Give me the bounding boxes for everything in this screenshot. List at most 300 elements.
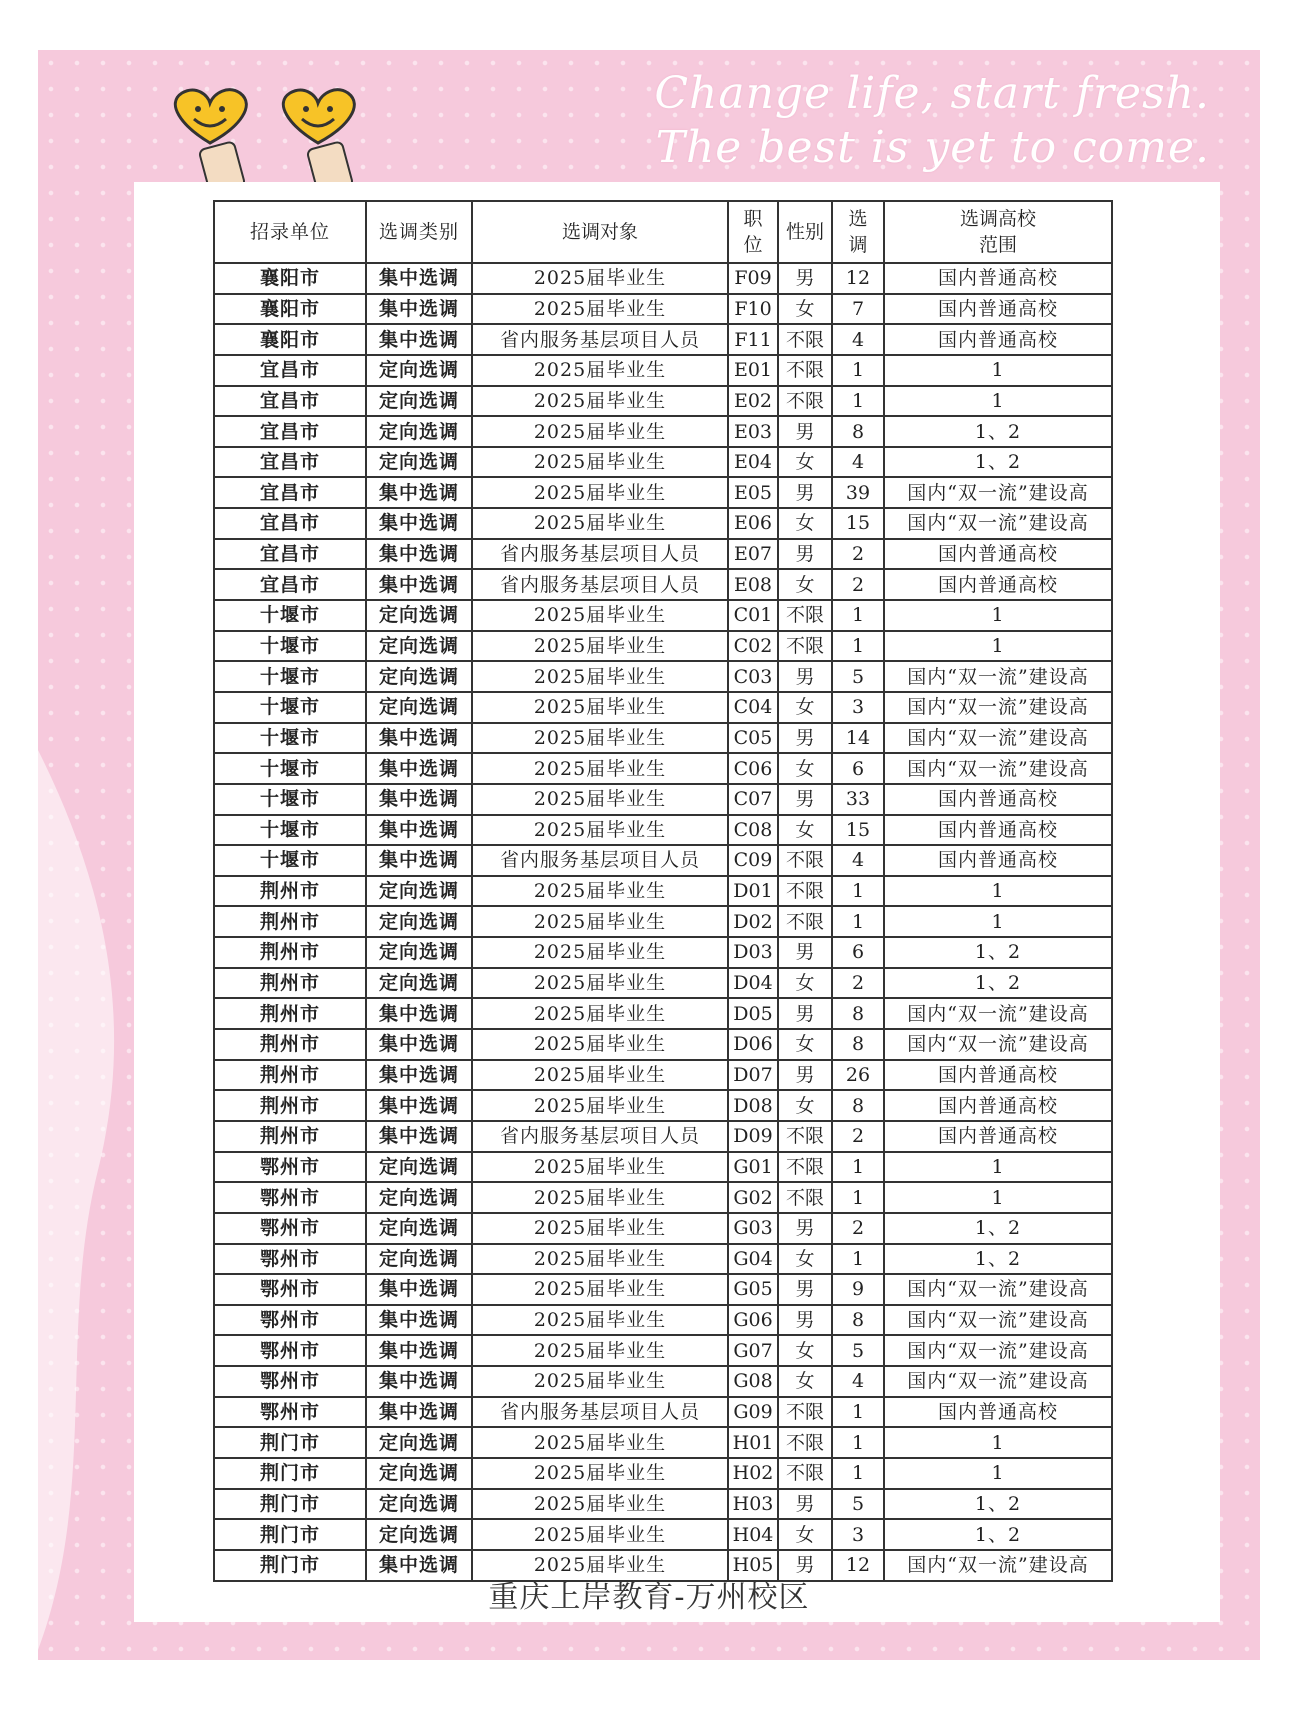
table-row bbox=[214, 1121, 1112, 1152]
table-row bbox=[214, 998, 1112, 1029]
cell-position: D09 bbox=[728, 1121, 778, 1152]
cell-target: 2025届毕业生 bbox=[472, 1213, 728, 1244]
cell-position: E02 bbox=[728, 386, 778, 417]
cell-scope: 1 bbox=[884, 876, 1112, 907]
cell-scope: 1 bbox=[884, 1152, 1112, 1183]
cell-count: 2 bbox=[832, 968, 884, 999]
cell-unit: 十堰市 bbox=[214, 815, 366, 846]
cell-gender: 女 bbox=[778, 294, 832, 325]
cell-target: 2025届毕业生 bbox=[472, 1090, 728, 1121]
table-row bbox=[214, 1182, 1112, 1213]
cell-gender: 不限 bbox=[778, 631, 832, 662]
cell-unit: 荆州市 bbox=[214, 876, 366, 907]
cell-scope: 1 bbox=[884, 600, 1112, 631]
cell-count: 1 bbox=[832, 600, 884, 631]
cell-category: 定向选调 bbox=[366, 1244, 472, 1275]
table-row bbox=[214, 723, 1112, 754]
cell-gender: 男 bbox=[778, 416, 832, 447]
cell-position: G08 bbox=[728, 1366, 778, 1397]
cell-position: C01 bbox=[728, 600, 778, 631]
cell-category: 定向选调 bbox=[366, 1427, 472, 1458]
recruitment-table bbox=[213, 200, 1113, 1582]
table-row bbox=[214, 1060, 1112, 1091]
cell-count: 15 bbox=[832, 815, 884, 846]
cell-target: 2025届毕业生 bbox=[472, 937, 728, 968]
cell-count: 4 bbox=[832, 447, 884, 478]
cell-gender: 男 bbox=[778, 784, 832, 815]
cell-scope: 国内“双一流”建设高 bbox=[884, 477, 1112, 508]
cell-unit: 宜昌市 bbox=[214, 386, 366, 417]
cell-position: G02 bbox=[728, 1182, 778, 1213]
cell-scope: 国内“双一流”建设高 bbox=[884, 1335, 1112, 1366]
cell-gender: 男 bbox=[778, 1274, 832, 1305]
cell-count: 1 bbox=[832, 876, 884, 907]
cell-count: 6 bbox=[832, 753, 884, 784]
cell-target: 省内服务基层项目人员 bbox=[472, 1121, 728, 1152]
header-row bbox=[214, 201, 1112, 263]
cell-category: 集中选调 bbox=[366, 1090, 472, 1121]
cell-unit: 荆门市 bbox=[214, 1489, 366, 1520]
cell-count: 8 bbox=[832, 1029, 884, 1060]
cell-count: 1 bbox=[832, 1458, 884, 1489]
cell-unit: 宜昌市 bbox=[214, 569, 366, 600]
cell-unit: 宜昌市 bbox=[214, 416, 366, 447]
cell-count: 2 bbox=[832, 569, 884, 600]
cell-position: G07 bbox=[728, 1335, 778, 1366]
cell-count: 8 bbox=[832, 1305, 884, 1336]
cell-unit: 襄阳市 bbox=[214, 294, 366, 325]
cell-category: 定向选调 bbox=[366, 1213, 472, 1244]
cell-category: 定向选调 bbox=[366, 631, 472, 662]
cell-gender: 女 bbox=[778, 1366, 832, 1397]
table-row bbox=[214, 845, 1112, 876]
table-row bbox=[214, 906, 1112, 937]
cell-category: 定向选调 bbox=[366, 600, 472, 631]
cell-position: E01 bbox=[728, 355, 778, 386]
table-row bbox=[214, 386, 1112, 417]
header-gender: 性别 bbox=[778, 201, 832, 263]
cell-category: 集中选调 bbox=[366, 569, 472, 600]
cell-gender: 不限 bbox=[778, 355, 832, 386]
cell-unit: 鄂州市 bbox=[214, 1335, 366, 1366]
cell-category: 集中选调 bbox=[366, 1550, 472, 1581]
cell-scope: 国内“双一流”建设高 bbox=[884, 723, 1112, 754]
cell-gender: 男 bbox=[778, 723, 832, 754]
cell-gender: 女 bbox=[778, 692, 832, 723]
header-position: 职 位 bbox=[728, 201, 778, 263]
cell-position: D06 bbox=[728, 1029, 778, 1060]
cell-position: D08 bbox=[728, 1090, 778, 1121]
cell-unit: 荆州市 bbox=[214, 1029, 366, 1060]
cell-category: 定向选调 bbox=[366, 692, 472, 723]
cell-count: 1 bbox=[832, 1427, 884, 1458]
cell-scope: 国内普通高校 bbox=[884, 1397, 1112, 1428]
cell-target: 2025届毕业生 bbox=[472, 1489, 728, 1520]
cell-position: D01 bbox=[728, 876, 778, 907]
cell-target: 2025届毕业生 bbox=[472, 1305, 728, 1336]
cell-count: 4 bbox=[832, 1366, 884, 1397]
table-row bbox=[214, 1274, 1112, 1305]
cell-unit: 荆州市 bbox=[214, 1090, 366, 1121]
cell-count: 26 bbox=[832, 1060, 884, 1091]
cell-scope: 1、2 bbox=[884, 1519, 1112, 1550]
cell-category: 定向选调 bbox=[366, 1182, 472, 1213]
cell-position: H03 bbox=[728, 1489, 778, 1520]
table-row bbox=[214, 1335, 1112, 1366]
table-row bbox=[214, 876, 1112, 907]
table-row bbox=[214, 1366, 1112, 1397]
cell-scope: 1 bbox=[884, 631, 1112, 662]
cell-unit: 宜昌市 bbox=[214, 447, 366, 478]
table-row bbox=[214, 1244, 1112, 1275]
table-row bbox=[214, 324, 1112, 355]
cell-gender: 不限 bbox=[778, 1427, 832, 1458]
table-row bbox=[214, 661, 1112, 692]
table-row bbox=[214, 937, 1112, 968]
cell-unit: 宜昌市 bbox=[214, 539, 366, 570]
cell-target: 2025届毕业生 bbox=[472, 447, 728, 478]
cell-unit: 十堰市 bbox=[214, 845, 366, 876]
cell-unit: 十堰市 bbox=[214, 600, 366, 631]
cell-count: 9 bbox=[832, 1274, 884, 1305]
table-row bbox=[214, 1397, 1112, 1428]
cell-scope: 国内“双一流”建设高 bbox=[884, 1029, 1112, 1060]
cell-target: 2025届毕业生 bbox=[472, 355, 728, 386]
header-scope: 选调高校 范围 bbox=[884, 201, 1112, 263]
smiley-hearts-icon bbox=[160, 85, 390, 195]
cell-category: 集中选调 bbox=[366, 1366, 472, 1397]
cell-scope: 国内“双一流”建设高 bbox=[884, 692, 1112, 723]
cell-scope: 1、2 bbox=[884, 447, 1112, 478]
cell-position: G06 bbox=[728, 1305, 778, 1336]
cell-count: 15 bbox=[832, 508, 884, 539]
cell-target: 2025届毕业生 bbox=[472, 600, 728, 631]
cell-position: C03 bbox=[728, 661, 778, 692]
cell-count: 12 bbox=[832, 263, 884, 294]
cell-target: 2025届毕业生 bbox=[472, 1335, 728, 1366]
cell-target: 2025届毕业生 bbox=[472, 723, 728, 754]
cell-position: G01 bbox=[728, 1152, 778, 1183]
cell-scope: 1 bbox=[884, 1427, 1112, 1458]
table-row bbox=[214, 294, 1112, 325]
cell-position: F09 bbox=[728, 263, 778, 294]
cell-gender: 男 bbox=[778, 1489, 832, 1520]
cell-position: E05 bbox=[728, 477, 778, 508]
cell-position: G05 bbox=[728, 1274, 778, 1305]
table-row bbox=[214, 1029, 1112, 1060]
cell-unit: 鄂州市 bbox=[214, 1244, 366, 1275]
cell-gender: 不限 bbox=[778, 324, 832, 355]
cell-category: 定向选调 bbox=[366, 906, 472, 937]
cell-gender: 不限 bbox=[778, 1182, 832, 1213]
cell-category: 集中选调 bbox=[366, 324, 472, 355]
cell-position: E03 bbox=[728, 416, 778, 447]
cell-position: D05 bbox=[728, 998, 778, 1029]
cell-unit: 十堰市 bbox=[214, 723, 366, 754]
cell-category: 集中选调 bbox=[366, 815, 472, 846]
cell-unit: 荆门市 bbox=[214, 1458, 366, 1489]
cell-gender: 不限 bbox=[778, 845, 832, 876]
header-unit: 招录单位 bbox=[214, 201, 366, 263]
cell-count: 1 bbox=[832, 386, 884, 417]
table-row bbox=[214, 569, 1112, 600]
table-row bbox=[214, 477, 1112, 508]
table-row bbox=[214, 1213, 1112, 1244]
cell-category: 定向选调 bbox=[366, 661, 472, 692]
cell-scope: 国内普通高校 bbox=[884, 1121, 1112, 1152]
cell-target: 2025届毕业生 bbox=[472, 1244, 728, 1275]
cell-position: C02 bbox=[728, 631, 778, 662]
cell-scope: 国内“双一流”建设高 bbox=[884, 1305, 1112, 1336]
cell-unit: 十堰市 bbox=[214, 692, 366, 723]
cell-category: 定向选调 bbox=[366, 876, 472, 907]
header-count: 选 调 bbox=[832, 201, 884, 263]
cell-category: 集中选调 bbox=[366, 753, 472, 784]
cell-target: 2025届毕业生 bbox=[472, 1550, 728, 1581]
table-row bbox=[214, 631, 1112, 662]
cell-scope: 1 bbox=[884, 1458, 1112, 1489]
cell-target: 2025届毕业生 bbox=[472, 1029, 728, 1060]
table-row bbox=[214, 355, 1112, 386]
cell-scope: 国内“双一流”建设高 bbox=[884, 661, 1112, 692]
cell-target: 2025届毕业生 bbox=[472, 968, 728, 999]
cell-position: F11 bbox=[728, 324, 778, 355]
cell-target: 省内服务基层项目人员 bbox=[472, 845, 728, 876]
cell-target: 2025届毕业生 bbox=[472, 1274, 728, 1305]
cell-count: 7 bbox=[832, 294, 884, 325]
cell-unit: 十堰市 bbox=[214, 661, 366, 692]
cell-unit: 宜昌市 bbox=[214, 508, 366, 539]
cell-count: 6 bbox=[832, 937, 884, 968]
cell-gender: 不限 bbox=[778, 1121, 832, 1152]
cell-scope: 1、2 bbox=[884, 1489, 1112, 1520]
slogan-line-2: The best is yet to come. bbox=[655, 122, 1210, 173]
cell-unit: 鄂州市 bbox=[214, 1397, 366, 1428]
cell-target: 2025届毕业生 bbox=[472, 753, 728, 784]
cell-position: H05 bbox=[728, 1550, 778, 1581]
cell-gender: 不限 bbox=[778, 386, 832, 417]
cell-unit: 十堰市 bbox=[214, 784, 366, 815]
cell-scope: 国内“双一流”建设高 bbox=[884, 1366, 1112, 1397]
cell-scope: 国内普通高校 bbox=[884, 815, 1112, 846]
cell-scope: 国内“双一流”建设高 bbox=[884, 508, 1112, 539]
cell-unit: 荆门市 bbox=[214, 1519, 366, 1550]
cell-unit: 十堰市 bbox=[214, 753, 366, 784]
cell-scope: 国内“双一流”建设高 bbox=[884, 1274, 1112, 1305]
cell-gender: 不限 bbox=[778, 1458, 832, 1489]
cell-count: 3 bbox=[832, 692, 884, 723]
cell-gender: 男 bbox=[778, 539, 832, 570]
cell-category: 集中选调 bbox=[366, 477, 472, 508]
footer-label: 重庆上岸教育-万州校区 bbox=[488, 1580, 810, 1615]
cell-gender: 男 bbox=[778, 1550, 832, 1581]
cell-count: 3 bbox=[832, 1519, 884, 1550]
table-row bbox=[214, 815, 1112, 846]
cell-unit: 荆州市 bbox=[214, 1121, 366, 1152]
cell-gender: 不限 bbox=[778, 1397, 832, 1428]
cell-position: C05 bbox=[728, 723, 778, 754]
cell-target: 2025届毕业生 bbox=[472, 1458, 728, 1489]
cell-count: 1 bbox=[832, 355, 884, 386]
cell-gender: 女 bbox=[778, 1090, 832, 1121]
cell-position: C07 bbox=[728, 784, 778, 815]
cell-gender: 男 bbox=[778, 477, 832, 508]
cell-unit: 十堰市 bbox=[214, 631, 366, 662]
cell-category: 集中选调 bbox=[366, 263, 472, 294]
cell-position: E04 bbox=[728, 447, 778, 478]
cell-target: 2025届毕业生 bbox=[472, 1366, 728, 1397]
cell-gender: 不限 bbox=[778, 876, 832, 907]
cell-scope: 1 bbox=[884, 1182, 1112, 1213]
cell-count: 8 bbox=[832, 1090, 884, 1121]
cell-category: 集中选调 bbox=[366, 1274, 472, 1305]
cell-count: 2 bbox=[832, 539, 884, 570]
cell-category: 集中选调 bbox=[366, 723, 472, 754]
cell-scope: 1、2 bbox=[884, 937, 1112, 968]
cell-target: 2025届毕业生 bbox=[472, 661, 728, 692]
cell-unit: 鄂州市 bbox=[214, 1182, 366, 1213]
cell-scope: 国内“双一流”建设高 bbox=[884, 998, 1112, 1029]
table-row bbox=[214, 1152, 1112, 1183]
cell-target: 2025届毕业生 bbox=[472, 386, 728, 417]
cell-unit: 荆门市 bbox=[214, 1427, 366, 1458]
cell-category: 集中选调 bbox=[366, 998, 472, 1029]
cell-gender: 女 bbox=[778, 815, 832, 846]
table-row bbox=[214, 508, 1112, 539]
table-row bbox=[214, 600, 1112, 631]
cell-unit: 宜昌市 bbox=[214, 477, 366, 508]
cell-position: C06 bbox=[728, 753, 778, 784]
table-row bbox=[214, 1305, 1112, 1336]
cell-gender: 女 bbox=[778, 1335, 832, 1366]
cell-count: 2 bbox=[832, 1213, 884, 1244]
cell-gender: 男 bbox=[778, 263, 832, 294]
cell-target: 2025届毕业生 bbox=[472, 1519, 728, 1550]
cell-scope: 国内普通高校 bbox=[884, 569, 1112, 600]
cell-count: 5 bbox=[832, 661, 884, 692]
cell-gender: 女 bbox=[778, 1519, 832, 1550]
cell-target: 省内服务基层项目人员 bbox=[472, 324, 728, 355]
header-target: 选调对象 bbox=[472, 201, 728, 263]
table-row bbox=[214, 447, 1112, 478]
table-row bbox=[214, 539, 1112, 570]
cell-scope: 国内“双一流”建设高 bbox=[884, 753, 1112, 784]
cell-category: 集中选调 bbox=[366, 1121, 472, 1152]
table-row bbox=[214, 968, 1112, 999]
cell-position: C09 bbox=[728, 845, 778, 876]
table-row bbox=[214, 692, 1112, 723]
cell-category: 集中选调 bbox=[366, 1397, 472, 1428]
table-row bbox=[214, 1427, 1112, 1458]
cell-position: D02 bbox=[728, 906, 778, 937]
cell-scope: 1、2 bbox=[884, 416, 1112, 447]
table-row bbox=[214, 1458, 1112, 1489]
cell-target: 2025届毕业生 bbox=[472, 998, 728, 1029]
cell-category: 集中选调 bbox=[366, 1060, 472, 1091]
cell-target: 2025届毕业生 bbox=[472, 784, 728, 815]
cell-scope: 国内普通高校 bbox=[884, 324, 1112, 355]
cell-target: 省内服务基层项目人员 bbox=[472, 539, 728, 570]
cell-category: 集中选调 bbox=[366, 539, 472, 570]
cell-gender: 女 bbox=[778, 968, 832, 999]
cell-unit: 荆州市 bbox=[214, 937, 366, 968]
header-category: 选调类别 bbox=[366, 201, 472, 263]
cell-category: 定向选调 bbox=[366, 968, 472, 999]
table-row bbox=[214, 1090, 1112, 1121]
cell-unit: 宜昌市 bbox=[214, 355, 366, 386]
cell-count: 5 bbox=[832, 1335, 884, 1366]
cell-category: 集中选调 bbox=[366, 845, 472, 876]
cell-gender: 不限 bbox=[778, 1152, 832, 1183]
table-row bbox=[214, 753, 1112, 784]
cell-unit: 鄂州市 bbox=[214, 1366, 366, 1397]
cell-category: 定向选调 bbox=[366, 1152, 472, 1183]
cell-scope: 1、2 bbox=[884, 1213, 1112, 1244]
cell-target: 2025届毕业生 bbox=[472, 692, 728, 723]
cell-unit: 荆州市 bbox=[214, 906, 366, 937]
table-row bbox=[214, 416, 1112, 447]
cell-category: 定向选调 bbox=[366, 1519, 472, 1550]
cell-gender: 女 bbox=[778, 508, 832, 539]
cell-target: 2025届毕业生 bbox=[472, 876, 728, 907]
cell-position: G04 bbox=[728, 1244, 778, 1275]
cell-position: E07 bbox=[728, 539, 778, 570]
cell-position: D03 bbox=[728, 937, 778, 968]
cell-position: G09 bbox=[728, 1397, 778, 1428]
cell-count: 8 bbox=[832, 998, 884, 1029]
cell-unit: 襄阳市 bbox=[214, 324, 366, 355]
cell-category: 定向选调 bbox=[366, 355, 472, 386]
cell-target: 省内服务基层项目人员 bbox=[472, 1397, 728, 1428]
cell-gender: 不限 bbox=[778, 906, 832, 937]
cell-position: E06 bbox=[728, 508, 778, 539]
cell-gender: 女 bbox=[778, 569, 832, 600]
cell-count: 4 bbox=[832, 324, 884, 355]
cell-target: 2025届毕业生 bbox=[472, 631, 728, 662]
cell-scope: 1、2 bbox=[884, 968, 1112, 999]
cell-gender: 男 bbox=[778, 1213, 832, 1244]
cell-position: H01 bbox=[728, 1427, 778, 1458]
cell-count: 8 bbox=[832, 416, 884, 447]
cell-scope: 国内普通高校 bbox=[884, 784, 1112, 815]
slogan-line-1: Change life, start fresh. bbox=[654, 68, 1210, 119]
cell-target: 2025届毕业生 bbox=[472, 263, 728, 294]
cell-gender: 男 bbox=[778, 661, 832, 692]
cell-unit: 襄阳市 bbox=[214, 263, 366, 294]
table-row bbox=[214, 1489, 1112, 1520]
cell-scope: 1、2 bbox=[884, 1244, 1112, 1275]
cell-gender: 男 bbox=[778, 998, 832, 1029]
cell-count: 1 bbox=[832, 1244, 884, 1275]
cell-target: 2025届毕业生 bbox=[472, 508, 728, 539]
cell-count: 1 bbox=[832, 1397, 884, 1428]
table-row bbox=[214, 263, 1112, 294]
cell-target: 2025届毕业生 bbox=[472, 815, 728, 846]
cell-scope: 国内普通高校 bbox=[884, 1090, 1112, 1121]
cell-unit: 鄂州市 bbox=[214, 1274, 366, 1305]
cell-gender: 不限 bbox=[778, 600, 832, 631]
cell-gender: 男 bbox=[778, 1305, 832, 1336]
cell-count: 1 bbox=[832, 906, 884, 937]
cell-position: D07 bbox=[728, 1060, 778, 1091]
cell-target: 2025届毕业生 bbox=[472, 416, 728, 447]
cell-target: 省内服务基层项目人员 bbox=[472, 569, 728, 600]
cell-position: E08 bbox=[728, 569, 778, 600]
cell-scope: 国内“双一流”建设高 bbox=[884, 1550, 1112, 1581]
cell-gender: 男 bbox=[778, 937, 832, 968]
cell-category: 定向选调 bbox=[366, 1458, 472, 1489]
cell-scope: 1 bbox=[884, 355, 1112, 386]
